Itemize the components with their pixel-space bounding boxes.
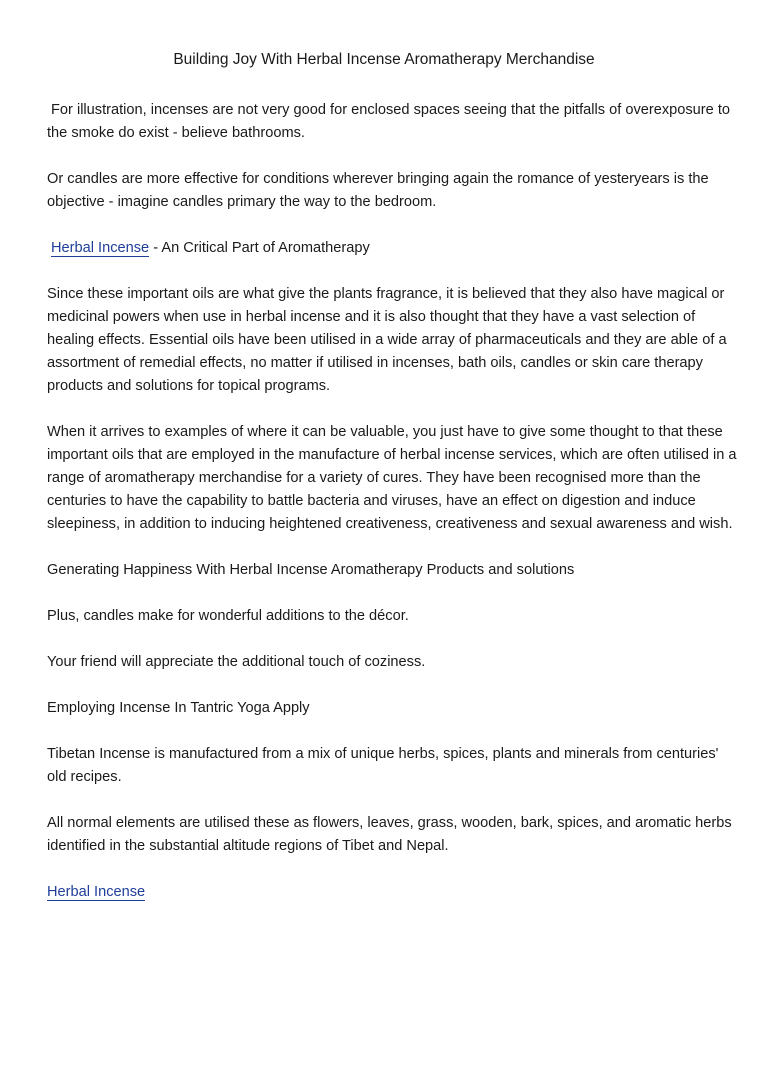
section-heading-tantric-yoga: Employing Incense In Tantric Yoga Apply [47,700,310,716]
paragraph-natural-elements: All normal elements are utilised these as flowers, leaves, grass, wooden, bark, spices, and aromatic herbs identified in the substantial altitude regions of Tibet and Nepal. [47,815,732,854]
herbal-incense-footer-link[interactable]: Herbal Incense [47,884,146,900]
herbal-incense-link[interactable]: Herbal Incense [51,240,150,256]
section-heading-happiness: Generating Happiness With Herbal Incense Aromatherapy Products and solutions [47,562,575,578]
section-heading-rest: - An Critical Part of Aromatherapy [149,240,370,256]
paragraph-examples: When it arrives to examples of where it can be valuable, you just have to give some thought to that these important oils that are employed in the manufacture of herbal incense services, which are often utilised in a range of aromatherapy merchandise for a variety of cures. They have been recognised more than the centuries to have the capability to battle bacteria and viruses, have an effect on digestion and induce sleepiness, in addition to inducing heightened creativeness, creativeness and sexual awareness and wish. [47,424,737,532]
document-body [47,99,737,927]
paragraph-coziness: Your friend will appreciate the additional touch of coziness. [47,654,426,670]
footer-link-row [47,881,737,904]
paragraph-essential-oils: Since these important oils are what give the plants fragrance, it is believed that they also have magical or medicinal powers when use in herbal incense and it is also thought that they have a vast selection of healing effects. Essential oils have been utilised in a wide array of pharmaceuticals and they are able of a assortment of remedial effects, no matter if utilised in incenses, bath oils, candles or skin care therapy products and solutions for topical programs. [47,286,727,394]
paragraph-intro [47,99,737,145]
section-heading-aromatherapy [47,237,737,260]
paragraph-candles: Or candles are more effective for conditions wherever bringing again the romance of yesteryears is the objective - imagine candles primary the way to the bedroom. [47,171,709,210]
paragraph-decor: Plus, candles make for wonderful additions to the décor. [47,608,409,624]
paragraph-intro-text: For illustration, incenses are not very good for enclosed spaces seeing that the pitfalls of overexposure to the smoke do exist - believe bathrooms. [47,102,730,141]
document-title: Building Joy With Herbal Incense Aromatherapy Merchandise [173,51,595,68]
paragraph-tibetan-incense: Tibetan Incense is manufactured from a mix of unique herbs, spices, plants and minerals from centuries' old recipes. [47,746,719,785]
